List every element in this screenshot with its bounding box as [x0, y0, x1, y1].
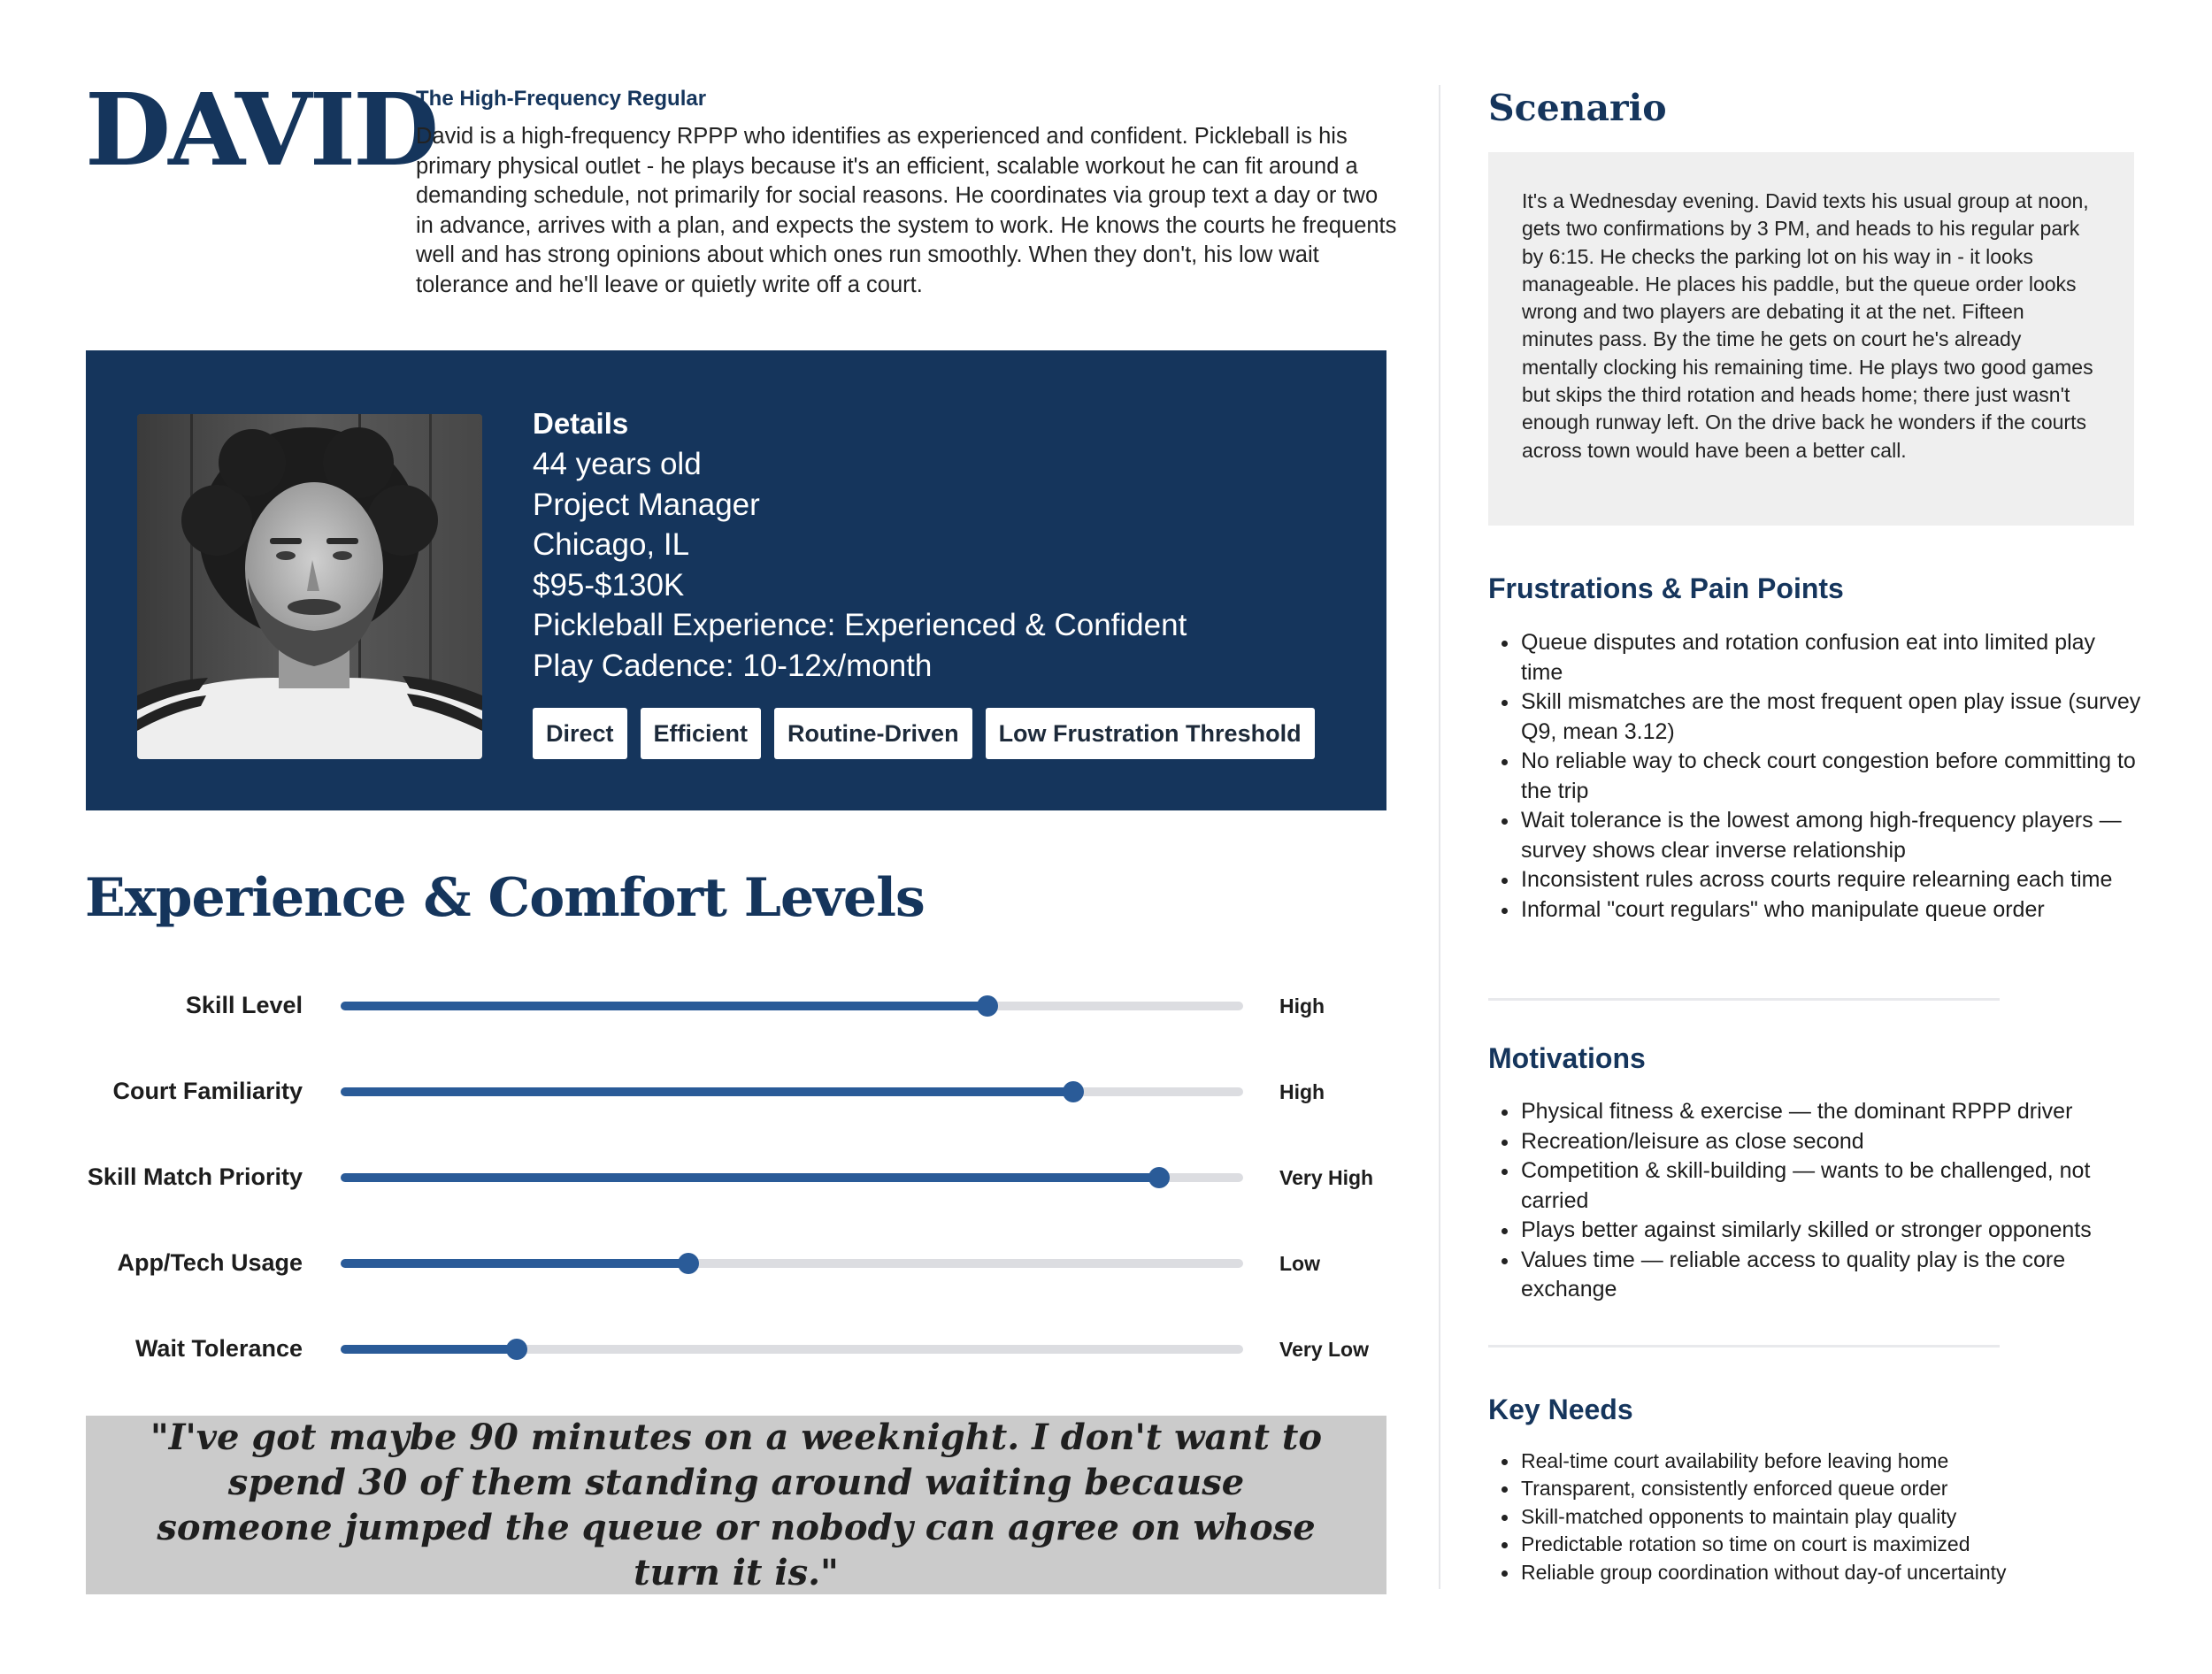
tag-direct: Direct	[533, 708, 627, 759]
list-item: Informal "court regulars" who manipulate queue order	[1502, 895, 2143, 925]
level-row-wait-tolerance	[0, 1332, 1416, 1367]
level-knob	[678, 1253, 699, 1274]
frustrations-heading: Frustrations & Pain Points	[1488, 572, 1844, 604]
level-track	[341, 1173, 1243, 1182]
section-divider	[1488, 1345, 2000, 1348]
scenario-heading: Scenario	[1488, 87, 1667, 129]
details-heading: Details	[533, 407, 629, 440]
detail-location: Chicago, IL	[533, 527, 690, 562]
level-knob	[977, 995, 998, 1017]
detail-play-cadence: Play Cadence: 10-12x/month	[533, 648, 933, 683]
list-item: Physical fitness & exercise — the dominant RPPP driver	[1502, 1097, 2143, 1127]
level-label: App/Tech Usage	[117, 1249, 303, 1276]
list-item: Plays better against similarly skilled or stronger opponents	[1502, 1216, 2143, 1246]
list-item: Skill-matched opponents to maintain play quality	[1502, 1503, 2143, 1531]
level-value: Low	[1279, 1252, 1320, 1275]
key-needs-heading: Key Needs	[1488, 1394, 1633, 1425]
level-value: High	[1279, 1080, 1325, 1103]
list-item: Skill mismatches are the most frequent open play issue (survey Q9, mean 3.12)	[1502, 687, 2143, 747]
motivations-heading: Motivations	[1488, 1042, 1646, 1074]
scenario-text: It's a Wednesday evening. David texts his usual group at noon, gets two confirmations by 3 PM, and heads to his regular park by 6:15. He checks the parking lot on his way in - it looks manageable. He places his paddle, but the queue order looks wrong and two players are debating it at the net. Fifteen minutes pass. By the time he gets on court he's already mentally clocking his remaining time. He plays two good games but skips the third rotation and heads home; there just wasn't enough runway left. On the drive back he wonders if the courts across town would have been a better call.	[1522, 189, 2093, 462]
level-track	[341, 1002, 1243, 1010]
level-value: High	[1279, 994, 1325, 1017]
trait-tags	[533, 708, 1315, 759]
level-track	[341, 1259, 1243, 1268]
list-item: Competition & skill-building — wants to be challenged, not carried	[1502, 1156, 2143, 1216]
persona-quote: "I've got maybe 90 minutes on a weeknight. I don't want to spend 30 of them standing around waiting because someone jumped the queue or nobody can agree on whose turn it is."	[150, 1417, 1323, 1593]
list-item: Reliable group coordination without day-of uncertainty	[1502, 1559, 2143, 1586]
detail-occupation: Project Manager	[533, 487, 760, 522]
level-fill	[341, 1087, 1073, 1096]
level-fill	[341, 1002, 987, 1010]
experience-heading: Experience & Comfort Levels	[85, 867, 925, 929]
level-fill	[341, 1173, 1159, 1182]
level-track	[341, 1345, 1243, 1354]
quote-box	[86, 1416, 1386, 1594]
scenario-box	[1488, 152, 2134, 526]
level-label: Wait Tolerance	[134, 1335, 303, 1362]
list-item: Values time — reliable access to quality play is the core exchange	[1502, 1246, 2143, 1305]
column-divider	[1439, 85, 1440, 1589]
level-value: Very High	[1279, 1166, 1374, 1189]
list-item: Real-time court availability before leaving home	[1502, 1447, 2143, 1475]
detail-experience: Pickleball Experience: Experienced & Confident	[533, 608, 1187, 642]
persona-subtitle: The High-Frequency Regular	[416, 87, 707, 111]
detail-age: 44 years old	[533, 447, 702, 481]
level-fill	[341, 1259, 688, 1268]
list-item: Inconsistent rules across courts require relearning each time	[1502, 865, 2143, 895]
list-item: No reliable way to check court congestion before committing to the trip	[1502, 747, 2143, 806]
detail-income: $95-$130K	[533, 567, 685, 603]
level-value: Very Low	[1279, 1338, 1369, 1361]
level-row-court-familiarity	[0, 1074, 1416, 1110]
level-label: Court Familiarity	[112, 1078, 303, 1104]
level-label: Skill Level	[185, 992, 303, 1018]
level-row-app-tech-usage	[0, 1246, 1416, 1281]
list-item: Transparent, consistently enforced queue order	[1502, 1475, 2143, 1502]
frustrations-list	[1502, 628, 2143, 925]
level-knob	[506, 1339, 527, 1360]
level-knob	[1063, 1081, 1084, 1102]
key-needs-list	[1502, 1447, 2143, 1586]
tag-efficient: Efficient	[641, 708, 762, 759]
details-card	[86, 350, 1386, 810]
level-row-skill-match-priority	[0, 1160, 1416, 1195]
level-row-skill-level	[0, 988, 1416, 1024]
list-item: Predictable rotation so time on court is maximized	[1502, 1531, 2143, 1558]
tag-routine-driven: Routine-Driven	[774, 708, 972, 759]
level-fill	[341, 1345, 517, 1354]
section-divider	[1488, 998, 2000, 1001]
list-item: Wait tolerance is the lowest among high-frequency players — survey shows clear inverse relationship	[1502, 806, 2143, 865]
tag-low-frustration-threshold: Low Frustration Threshold	[986, 708, 1315, 759]
list-item: Queue disputes and rotation confusion eat into limited play time	[1502, 628, 2143, 687]
persona-photo	[137, 414, 482, 759]
list-item: Recreation/leisure as close second	[1502, 1127, 2143, 1157]
persona-name: DAVID	[85, 73, 437, 188]
persona-bio: David is a high-frequency RPPP who identifies as experienced and confident. Pickleball is his primary physical outlet - he plays because it's an efficient, scalable workout he can fit around a demanding schedule, not primarily for social reasons. He coordinates via group text a day or two in advance, arrives with a plan, and expects the system to work. He knows the courts he frequents well and has strong opinions about which ones run smoothly. When they don't, his low wait tolerance and he'll leave or quietly write off a court.	[416, 124, 1397, 297]
motivations-list	[1502, 1097, 2143, 1305]
level-track	[341, 1087, 1243, 1096]
level-knob	[1148, 1167, 1170, 1188]
level-label: Skill Match Priority	[87, 1163, 303, 1190]
